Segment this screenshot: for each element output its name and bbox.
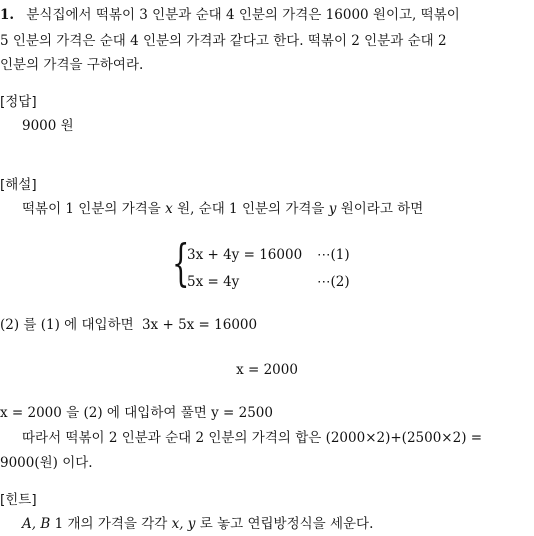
explanation-label: [해설] <box>0 177 37 193</box>
intro-text-b: 원, 순대 1 인분의 가격을 <box>177 201 325 217</box>
problem-text-3: 인분의 가격을 구하여라. <box>0 57 144 73</box>
hint-label: [힌트] <box>0 492 37 508</box>
var-y: y <box>328 201 337 217</box>
equation-2-tag: ⋯(2) <box>317 274 350 290</box>
explanation-intro <box>22 200 423 218</box>
x-result: x = 2000 <box>236 362 298 378</box>
answer-value: 9000 원 <box>22 118 74 134</box>
substitution-line <box>0 316 257 334</box>
problem-text-1: 분식집에서 떡볶이 3 인분과 순대 4 인분의 가격은 16000 원이고, 떡볶이 <box>26 7 460 23</box>
hint-text <box>22 515 373 533</box>
problem-text-2: 5 인분의 가격은 순대 4 인분의 가격과 같다고 한다. 떡볶이 2 인분과 순대 2 <box>0 33 447 49</box>
hint-text-b: 1 개의 가격을 각각 <box>54 516 168 532</box>
equation-1: 3x + 4y = 16000 <box>187 247 303 263</box>
problem-line-1 <box>0 6 460 24</box>
substitution-text: (2) 를 (1) 에 대입하면 <box>0 317 134 333</box>
final-line-2: 9000(원) 이다. <box>0 455 93 471</box>
var-x: x <box>165 201 173 217</box>
hint-vars-ab: A, B <box>22 516 51 532</box>
left-brace: { <box>172 234 190 292</box>
intro-text-a: 떡볶이 1 인분의 가격을 <box>22 201 161 217</box>
y-line-y-value: y = 2500 <box>211 405 273 421</box>
y-solve-line <box>0 404 273 422</box>
y-line-text: 을 (2) 에 대입하여 풀면 <box>66 405 207 421</box>
hint-vars-xy: x, y <box>171 516 196 532</box>
final-line-1: 따라서 떡볶이 2 인분과 순대 2 인분의 가격의 합은 (2000×2)+(2500×2) = <box>22 430 483 446</box>
answer-label: [정답] <box>0 94 37 110</box>
equation-1-tag: ⋯(1) <box>317 247 350 263</box>
equation-system <box>172 234 372 296</box>
problem-number: 1. <box>0 7 15 23</box>
intro-text-c: 원이라고 하면 <box>340 201 424 217</box>
hint-text-d: 로 놓고 연립방정식을 세운다. <box>199 516 374 532</box>
y-line-x-value: x = 2000 <box>0 405 62 421</box>
substitution-equation: 3x + 5x = 16000 <box>141 317 258 333</box>
equation-2: 5x = 4y <box>187 274 240 290</box>
